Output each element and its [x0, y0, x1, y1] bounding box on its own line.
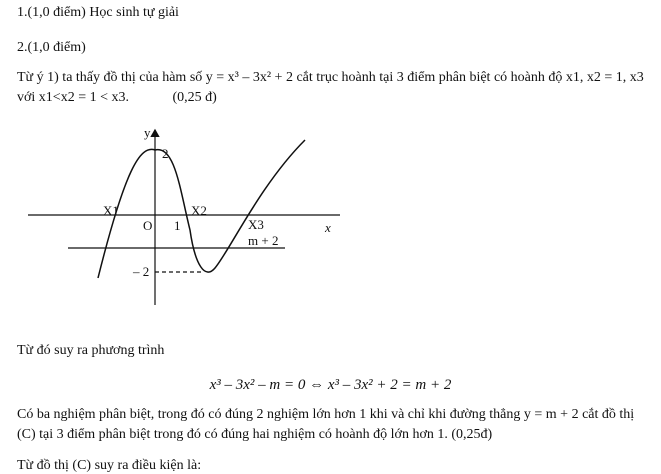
tick-label-2: 2 [162, 146, 169, 161]
tick-label-minus-2: – 2 [133, 264, 150, 279]
root-label-x1: X1 [103, 203, 119, 218]
origin-label: O [143, 218, 153, 233]
axis-label-x: x [325, 220, 331, 235]
axis-label-y: y [144, 125, 151, 140]
paragraph-conclusion: Từ đồ thị (C) suy ra điều kiện là: [17, 458, 202, 473]
heading-part-2: 2.(1,0 điểm) [17, 40, 86, 55]
paragraph-condition: Có ba nghiệm phân biệt, trong đó có đúng 2 nghiệm lớn hơn 1 khi và chỉ khi đường thẳng y = m + 2 cắt đồ thị (C) tại 3 điểm phân biệt trong đó có đúng hai nghiệm có hoành độ lớn hơn 1. (0,25đ) [17, 407, 635, 442]
paragraph-intro-text: Từ ý 1) ta thấy đồ thị của hàm số y = x³ – 3x² + 2 cắt trục hoành tại 3 điểm phân biệt có hoành độ x1, x2 = 1, x3 với x1<x2 = 1 < x3. [17, 70, 644, 105]
line-label-m-plus-2: m + 2 [248, 233, 279, 248]
root-label-x3: X3 [248, 217, 264, 232]
equation: x³ – 3x² – m = 0 ⇔ x³ – 3x² + 2 = m + 2 [209, 377, 452, 393]
heading-part-1: 1.(1,0 điểm) Học sinh tự giải [17, 5, 179, 20]
root-label-x2: X2 [191, 203, 207, 218]
tick-label-1: 1 [174, 218, 181, 233]
score-badge: (0,25 đ) [172, 90, 217, 105]
paragraph-derive: Từ đó suy ra phương trình [17, 343, 165, 358]
